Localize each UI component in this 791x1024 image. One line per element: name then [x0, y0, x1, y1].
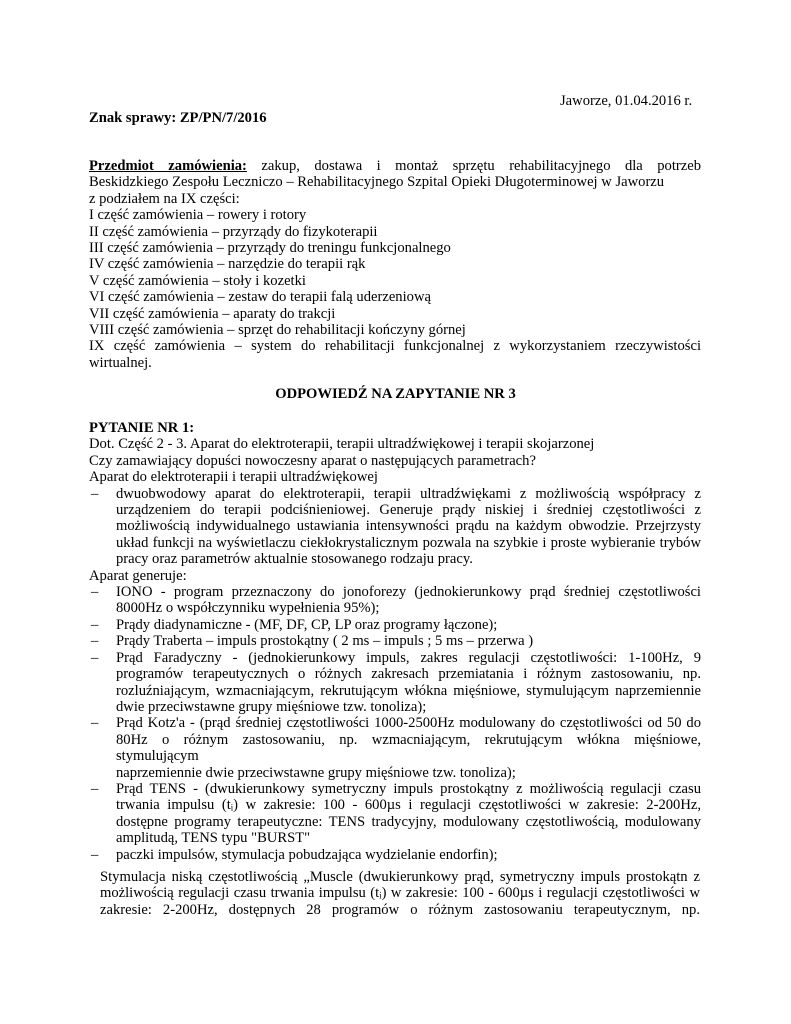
question-line: Dot. Część 2 - 3. Aparat do elektroterapii, terapii ultradźwiękowej i terapii skojarzonej	[89, 436, 595, 453]
closing-paragraph	[100, 869, 700, 918]
question-line: Aparat do elektroterapii i terapii ultradźwiękowej	[89, 469, 378, 486]
dash-bullet: –	[91, 616, 99, 633]
item-line: układ funkcji na wyświetlaczu ciekłokrystalicznym pozwala na szybkie i proste wybieranie trybów	[116, 534, 701, 551]
question-line: Czy zamawiający dopuści nowoczesny aparat o następujących parametrach?	[89, 452, 536, 469]
item-line: dwuobwodowy aparat do elektroterapii, terapii ultradźwiękami z możliwością współpracy z	[116, 485, 701, 502]
dash-bullet: –	[91, 780, 99, 797]
item-line: 8000Hz o współczynniku wypełnienia 95%);	[116, 600, 380, 617]
document-date: Jaworze, 01.04.2016 r.	[560, 93, 693, 109]
item-line: możliwością indywidualnego ustawiania intensywności prądu na każdym obwodzie. Przejrzysty	[116, 518, 701, 535]
item-line: 80Hz o różnym zastosowaniu, np. wzmacniającym, rekrutującym włókna mięśniowe, stymulującym	[116, 731, 701, 765]
item-line: paczki impulsów, stymulacja pobudzająca wydzielanie endorfin);	[116, 846, 498, 863]
dash-bullet: –	[91, 649, 99, 666]
dash-bullet: –	[91, 715, 99, 732]
part-item: VI część zamówienia – zestaw do terapii falą uderzeniową	[89, 289, 431, 306]
closing-line: zakresie: 2-200Hz, dostępnych 28 programów o różnym zastosowaniu terapeutycznym, np.	[100, 901, 700, 918]
part-item: V część zamówienia – stoły i kozetki	[89, 272, 306, 289]
section-heading: ODPOWIEDŹ NA ZAPYTANIE NR 3	[275, 386, 516, 402]
part-item: II część zamówienia – przyrządy do fizykoterapii	[89, 223, 378, 240]
dash-bullet: –	[91, 846, 99, 863]
list-item	[89, 715, 701, 781]
part-item: III część zamówienia – przyrządy do treningu funkcjonalnego	[89, 240, 451, 257]
list-item	[89, 650, 701, 716]
item-line: Prądy Traberta – impuls prostokątny ( 2 ms – impuls ; 5 ms – przerwa )	[116, 633, 534, 650]
item-line: Prąd Faradyczny - (jednokierunkowy impuls, zakres regulacji częstotliwości: 1-100Hz, 9	[116, 649, 701, 666]
generates-label: Aparat generuje:	[89, 567, 187, 584]
item-line: Prąd TENS - (dwukierunkowy symetryczny impuls prostokątny z możliwością regulacji czasu	[116, 780, 701, 797]
list-item	[89, 633, 701, 649]
item-line: amplitudą, TENS typu "BURST"	[116, 830, 311, 847]
part-item: IV część zamówienia – narzędzie do terapii rąk	[89, 256, 366, 273]
item-line: IONO - program przeznaczony do jonoforezy (jednokierunkowy prąd średniej częstotliwości	[116, 584, 701, 601]
item-line: dostępne programy terapeutyczne: TENS tradycyjny, modulowany częstotliwością, modulowany	[116, 813, 701, 830]
item-line: rozluźniającym, wzmacniającym, rekrutującym włókna mięśniowe, stymulującym naprzemiennie	[116, 682, 701, 699]
item-line: Prąd Kotz'a - (prąd średniej częstotliwości 1000-2500Hz modulowany do częstotliwości od 50 do	[116, 715, 701, 732]
question-section	[89, 420, 701, 863]
part-item: VIII część zamówienia – sprzęt do rehabilitacji kończyny górnej	[89, 322, 466, 339]
list-item	[89, 847, 701, 863]
list-item	[89, 781, 701, 847]
question-title: PYTANIE NR 1:	[89, 420, 195, 436]
closing-line: możliwością regulacji czasu trwania impulsu (tᵢ) w zakresie: 100 - 600µs i regulacji częstotliwości w	[100, 885, 700, 902]
subject-line: z podziałem na IX części:	[89, 190, 240, 207]
item-line: dwie przeciwstawne grupy mięśniowe tzw. tonoliza);	[116, 698, 427, 715]
item-line: trwania impulsu (tᵢ) w zakresie: 100 - 600µs i regulacji częstotliwości w zakresie: 2-200Hz,	[116, 797, 701, 814]
case-number: Znak sprawy: ZP/PN/7/2016	[89, 110, 267, 126]
dash-bullet: –	[91, 584, 99, 601]
dash-bullet: –	[91, 633, 99, 650]
part-item: IX część zamówienia – system do rehabilitacji funkcjonalnej z wykorzystaniem rzeczywistości	[89, 338, 701, 355]
subject-label: Przedmiot zamówienia:	[89, 158, 247, 174]
subject-text: zakup, dostawa i montaż sprzętu rehabilitacyjnego dla potrzeb	[246, 158, 702, 174]
list-item	[89, 584, 701, 617]
part-item: wirtualnej.	[89, 354, 152, 371]
subject-line	[89, 158, 701, 174]
item-line: naprzemiennie dwie przeciwstawne grupy mięśniowe tzw. tonoliza);	[116, 764, 516, 781]
list-item	[89, 617, 701, 633]
item-line: pracy oraz parametrów aktualnie stosowanego rodzaju pracy.	[116, 551, 473, 568]
list-item	[89, 486, 701, 568]
order-subject	[89, 158, 701, 371]
item-line: programów terapeutycznych o różnych zakresach przemiatania i różnym zastosowaniu, np.	[116, 666, 701, 683]
subject-line: Beskidzkiego Zespołu Leczniczo – Rehabilitacyjnego Szpital Opieki Długoterminowej w Jaworzu	[89, 174, 665, 191]
dash-bullet: –	[91, 485, 99, 502]
item-line: Prądy diadynamiczne - (MF, DF, CP, LP oraz programy łączone);	[116, 616, 498, 633]
item-line: urządzeniem do terapii podciśnieniowej. Generuje prądy niskiej i średniej częstotliwości z	[116, 502, 701, 519]
part-item: I część zamówienia – rowery i rotory	[89, 207, 307, 224]
part-item: VII część zamówienia – aparaty do trakcji	[89, 305, 336, 322]
closing-line: Stymulacja niską częstotliwością „Muscle (dwukierunkowy prąd, symetryczny impuls prostokątn z	[100, 869, 700, 885]
